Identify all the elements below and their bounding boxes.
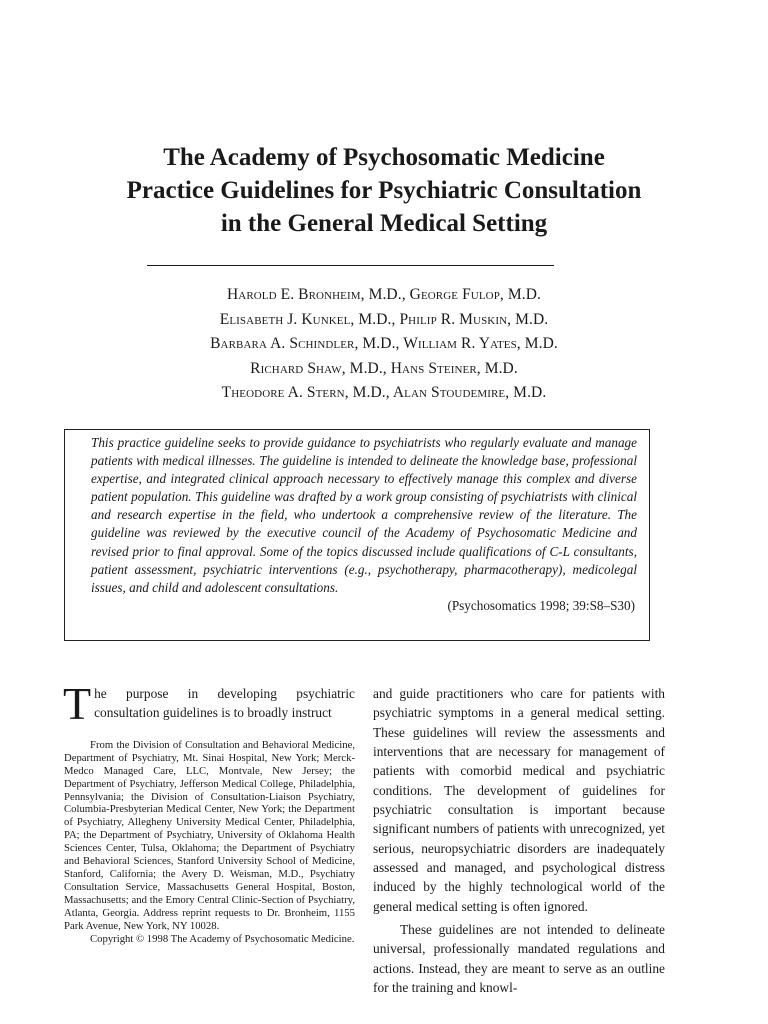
article-title	[60, 141, 708, 240]
author-line: Richard Shaw, M.D., Hans Steiner, M.D.	[250, 359, 518, 377]
abstract-text: This practice guideline seeks to provide guidance to psychiatrists who regularly evaluate and manage patients with medical illnesses. The guideline is intended to delineate the knowledge base, professional expertise, and integrated clinical approach necessary to effectively manage this complex and diverse patient population. This guideline was drafted by a work group consisting of psychiatrists with clinical and research expertise in the field, who undertook a comprehensive review of the literature. The guideline was reviewed by the executive council of the Academy of Psychosomatic Medicine and revised prior to final approval. Some of the topics discussed include qualifications of C-L consultants, patient assessment, psychiatric interventions (e.g., psychotherapy, pharmacotherapy), medicolegal issues, and child and adolescent consultations.	[91, 435, 637, 595]
intro-text: he purpose in developing psychiatric consultation guidelines is to broadly instruct	[94, 686, 355, 721]
author-line: Elisabeth J. Kunkel, M.D., Philip R. Muskin, M.D.	[219, 310, 549, 328]
drop-cap: T	[63, 678, 92, 729]
author-line: Theodore A. Stern, M.D., Alan Stoudemire, M.D.	[221, 384, 547, 401]
journal-citation: (Psychosomatics 1998; 39:S8–S30)	[447, 597, 635, 613]
left-column	[63, 678, 355, 946]
affiliations-footnote: From the Division of Consultation and Behavioral Medicine, Department of Psychiatry, Mt. Sinai Hospital, New York; Merck-Medco Managed Care, LLC, Montvale, New Jersey; the Department of Psychiatry, Jefferson Medical College, Philadelphia, Pennsylvania; the Division of Consultation-Liaison Psychiatry, Columbia-Presbyterian Medical Center, New York; the Department of Psychiatry, Allegheny University Medical Center, Philadelphia, PA; the Department of Psychiatry, University of Oklahoma Health Sciences Center, Tulsa, Oklahoma; the Department of Psychiatry and Behavioral Sciences, Stanford University School of Medicine, Stanford, California; the Avery D. Weisman, M.D., Psychiatry Consultation Service, Massachusetts General Hospital, Boston, Massachusetts; and the Emory Central Clinic-Section of Psychiatry, Atlanta, Georgia. Address reprint requests to Dr. Bronheim, 1155 Park Avenue, New York, NY 10028.	[64, 738, 355, 933]
body-paragraph: and guide practitioners who care for patients with psychiatric symptoms in a general medical setting. These guidelines will review the assessments and interventions that are necessary for management of patients with comorbid medical and psychiatric conditions. The development of guidelines for psychiatric consultation is important because significant numbers of patients with unrecognized, yet serious, neuropsychiatric disorders are inadequately assessed and managed, and psychological distress induced by the highly technological world of the general medical setting is often ignored.	[373, 686, 665, 914]
author-line: Barbara A. Schindler, M.D., William R. Yates, M.D.	[210, 335, 558, 352]
author-list	[60, 283, 708, 406]
author-line: Harold E. Bronheim, M.D., George Fulop, M.D.	[226, 286, 542, 303]
body-paragraph: These guidelines are not intended to delineate universal, professionally mandated regulations and actions. Instead, they are meant to serve as an outline for the training and knowl-	[373, 922, 665, 996]
right-column	[373, 684, 665, 998]
title-line: in the General Medical Setting	[220, 210, 548, 237]
intro-paragraph	[63, 678, 355, 729]
title-divider	[147, 265, 554, 266]
title-line: The Academy of Psychosomatic Medicine	[163, 144, 605, 171]
title-line: Practice Guidelines for Psychiatric Consultation	[126, 177, 642, 204]
abstract-box	[64, 429, 650, 641]
copyright-notice: Copyright © 1998 The Academy of Psychosomatic Medicine.	[90, 932, 355, 945]
